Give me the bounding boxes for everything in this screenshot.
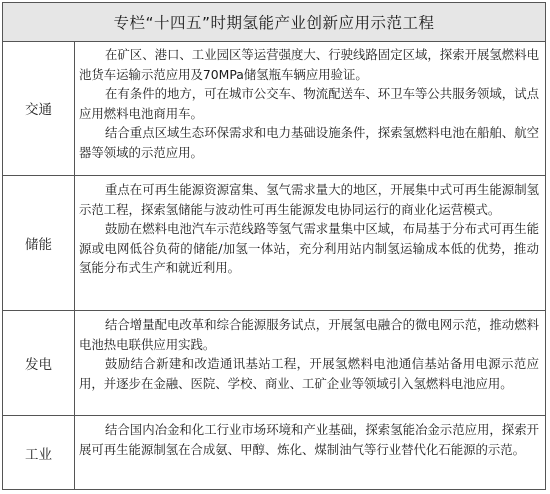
- project-table: [2, 2, 546, 490]
- paragraph: 鼓励结合新建和改造通讯基站工程，开展氢燃料电池通信基站备用电源示范应用，并逐步在金融、医院、学校、商业、工矿企业等领域引入氢燃料电池应用。: [79, 356, 539, 391]
- paragraph: 结合增量配电改革和综合能源服务试点，开展氢电融合的微电网示范，推动燃料电池热电联供应用实践。: [79, 317, 539, 352]
- paragraph: 重点在可再生能源资源富集、氢气需求量大的地区，开展集中式可再生能源制氢示范工程，探索氢储能与波动性可再生能源发电协同运行的商业化运营模式。: [79, 182, 539, 217]
- paragraph: 鼓励在燃料电池汽车示范线路等氢气需求量集中区域，布局基于分布式可再生能源或电网低谷负荷的储能/加氢一体站，充分利用站内制氢运输成本低的优势，推动氢能分布式生产和就近利用。: [79, 221, 539, 275]
- table-title: 专栏“十四五”时期氢能产业创新应用示范工程: [3, 3, 545, 42]
- row-content-storage: [79, 180, 539, 278]
- paragraph: 结合重点区域生态环保需求和电力基础设施条件，探索氢燃料电池在船舶、航空器等领域的示范应用。: [79, 125, 539, 160]
- table-row-transport: [3, 41, 545, 176]
- table-row-storage: [3, 176, 545, 311]
- category-label-power: 发电: [3, 311, 75, 415]
- row-content-industry: [79, 420, 539, 459]
- row-content-power: [79, 315, 539, 393]
- table-row-power: [3, 311, 545, 416]
- paragraph: 在矿区、港口、工业园区等运营强度大、行驶线路固定区域，探索开展氢燃料电池货车运输示范应用及70MPa储氢瓶车辆应用验证。: [79, 47, 539, 82]
- category-label-storage: 储能: [3, 176, 75, 310]
- category-label-transport: 交通: [3, 41, 75, 175]
- table-row-industry: [3, 416, 545, 489]
- row-content-transport: [79, 45, 539, 162]
- paragraph: 在有条件的地方，可在城市公交车、物流配送车、环卫车等公共服务领域，试点应用燃料电池商用车。: [79, 86, 539, 121]
- paragraph: 结合国内冶金和化工行业市场环境和产业基础，探索氢能冶金示范应用，探索开展可再生能源制氢在合成氨、甲醇、炼化、煤制油气等行业替代化石能源的示范。: [79, 422, 539, 457]
- category-label-industry: 工业: [3, 416, 75, 489]
